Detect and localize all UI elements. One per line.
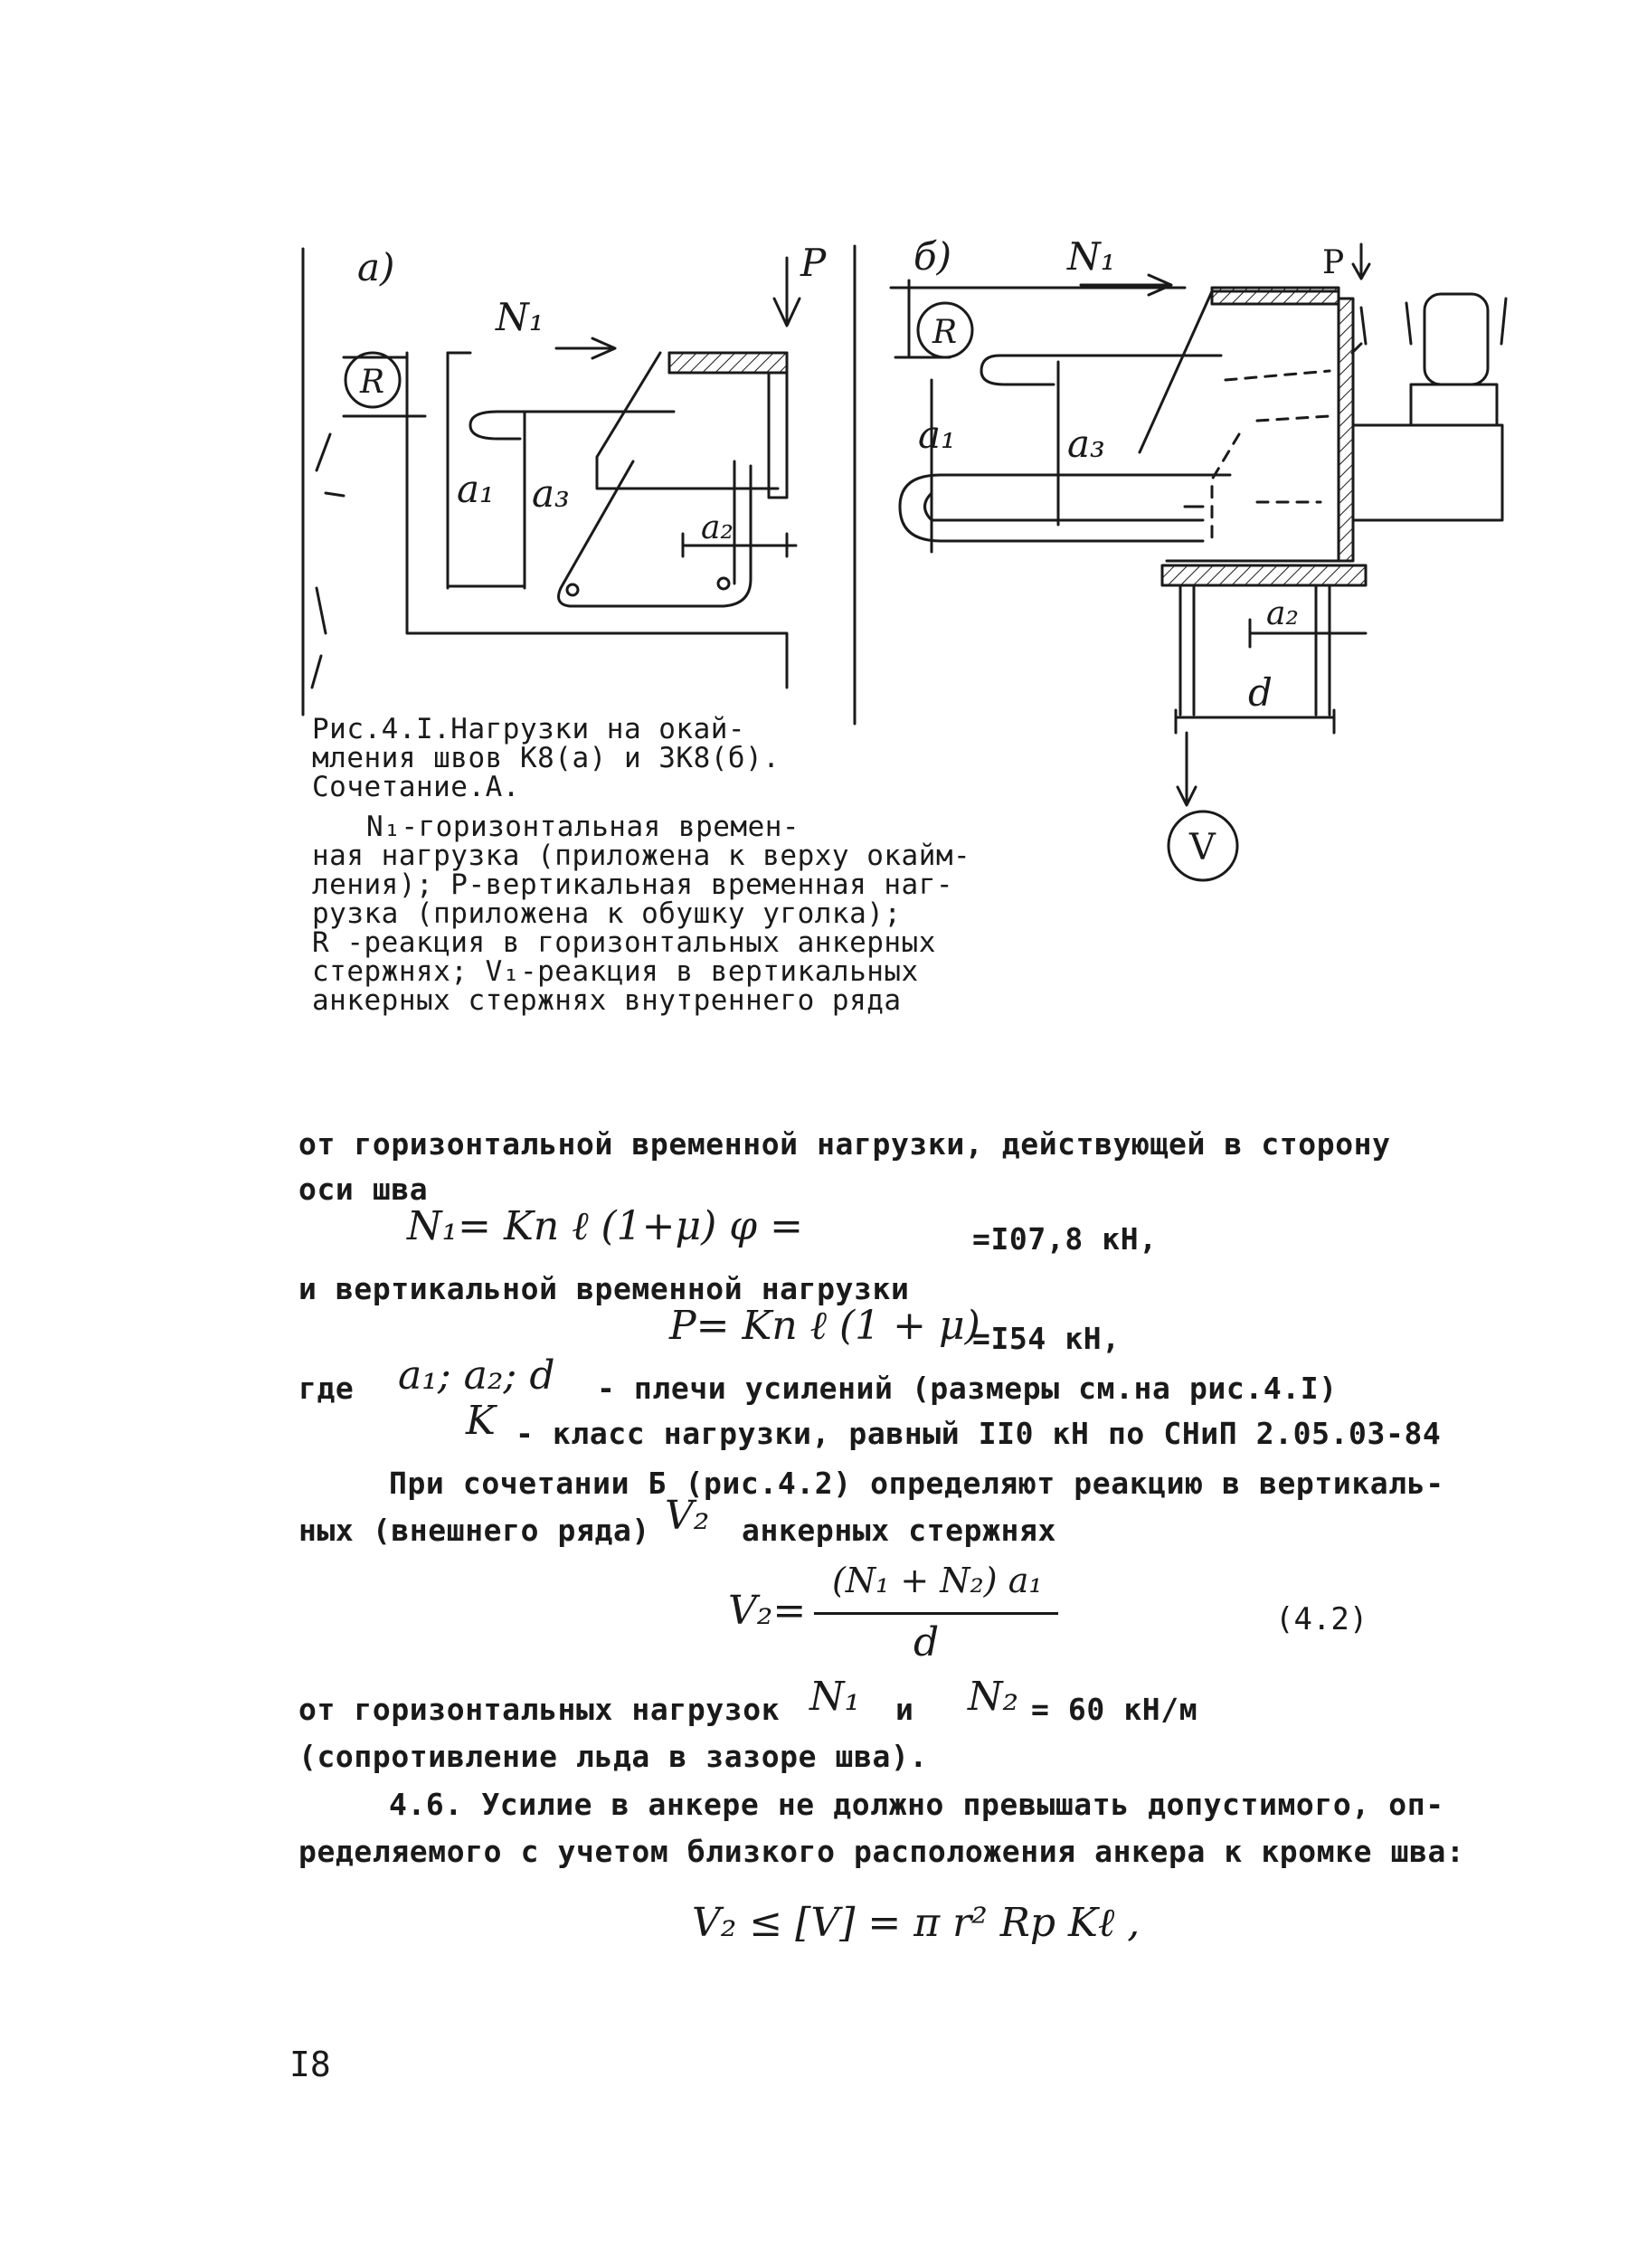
n2-symbol: N₂ xyxy=(968,1674,1019,1720)
paragraph-line: ределяемого с учетом близкого расположения анкера к кромке шва: xyxy=(298,1834,1465,1869)
n1-symbol: N₁ xyxy=(809,1674,861,1720)
formula-p: P= Kn ℓ (1 + μ) xyxy=(669,1303,980,1349)
formula-p-value: =I54 кН, xyxy=(972,1321,1121,1356)
figure-caption xyxy=(312,715,981,1015)
and-word: и xyxy=(895,1692,914,1727)
caption-line: ления); P-вертикальная временная наг- xyxy=(312,868,954,901)
k-symbol: K xyxy=(466,1398,496,1444)
paragraph-line: 4.6. Усилие в анкере не должно превышать допустимого, оп- xyxy=(389,1787,1444,1822)
label-a1-right: a₁ xyxy=(918,413,956,457)
label-a3-left: a₃ xyxy=(532,471,570,516)
caption-line: Рис.4.I.Нагрузки на окай- xyxy=(312,713,746,745)
seal-profile xyxy=(1424,294,1488,384)
paragraph-line: (сопротивление льда в зазоре шва). xyxy=(298,1739,928,1774)
rebar-loop-right xyxy=(900,475,1230,541)
equation-number: (4.2) xyxy=(1275,1601,1368,1637)
label-r-right: R xyxy=(932,314,958,351)
where-label: где xyxy=(298,1371,355,1406)
label-b: б) xyxy=(913,234,952,279)
label-n1-left: N₁ xyxy=(496,295,544,339)
base-plate xyxy=(1162,565,1366,585)
page-number: I8 xyxy=(289,2045,331,2084)
caption-line: Сочетание.А. xyxy=(312,771,520,803)
caption-line: мления швов К8(а) и ЗК8(б). xyxy=(312,742,781,774)
where-text: - плечи усилений (размеры см.на рис.4.I) xyxy=(597,1371,1338,1406)
formula-n1: N₁= Kn ℓ (1+μ) φ = xyxy=(407,1203,803,1249)
label-a1-left: a₁ xyxy=(457,467,495,511)
label-a: а) xyxy=(357,245,395,289)
k-text: - класс нагрузки, равный II0 кН по СНиП 2.05.03-84 xyxy=(516,1416,1442,1451)
caption-line: рузка (приложена к обушку уголка); xyxy=(312,897,902,930)
horizontal-anchor-left xyxy=(470,412,674,439)
label-a2-right: a₂ xyxy=(1266,595,1299,632)
caption-line: анкерных стержнях внутреннего ряда xyxy=(312,984,902,1017)
paragraph-line: оси шва xyxy=(298,1172,429,1207)
formula-anchor-limit: V₂ ≤ [V] = π r² Rp Kℓ , xyxy=(692,1900,1141,1946)
caption-line: R -реакция в горизонтальных анкерных xyxy=(312,926,936,959)
where-symbols: a₁; a₂; d xyxy=(398,1352,555,1399)
v2-symbol: V₂ xyxy=(665,1493,710,1539)
label-d: d xyxy=(1248,670,1273,715)
paragraph-line: и вертикальной временной нагрузки xyxy=(298,1271,910,1306)
label-p-left: P xyxy=(800,241,827,285)
label-n1-right: N₁ xyxy=(1067,234,1116,279)
paragraph-line: При сочетании Б (рис.4.2) определяют реакцию в вертикаль- xyxy=(389,1466,1444,1501)
paragraph-line: от горизонтальной временной нагрузки, действующей в сторону xyxy=(298,1126,1391,1162)
eq-lhs: V₂= xyxy=(728,1588,807,1634)
eq-denominator: d xyxy=(913,1619,940,1665)
caption-line: ная нагрузка (приложена к верху окайм- xyxy=(312,840,971,872)
label-r-left: R xyxy=(360,364,385,401)
n1-arrow-left xyxy=(556,338,615,358)
paragraph-line: от горизонтальных нагрузок xyxy=(298,1692,781,1727)
label-p-right: P xyxy=(1322,244,1345,281)
p-arrow-left xyxy=(774,258,800,326)
label-a3-right: a₃ xyxy=(1067,422,1105,466)
ice-load-value: = 60 кН/м xyxy=(1031,1692,1198,1727)
caption-line: стержнях; V₁-реакция в вертикальных xyxy=(312,955,919,988)
eq-numerator: (N₁ + N₂) a₁ xyxy=(832,1561,1043,1600)
eq-fraction-bar xyxy=(814,1612,1058,1615)
caption-line: N₁-горизонтальная времен- xyxy=(366,811,800,843)
paragraph-line: ных (внешнего ряда) xyxy=(298,1513,650,1548)
p-arrow-right xyxy=(1353,244,1369,279)
paragraph-line: анкерных стержнях xyxy=(742,1513,1056,1548)
horizontal-anchor-right xyxy=(981,356,1221,384)
formula-n1-value: =I07,8 кН, xyxy=(972,1221,1158,1257)
label-v: V xyxy=(1189,827,1216,868)
label-a2-left: a₂ xyxy=(701,509,734,546)
